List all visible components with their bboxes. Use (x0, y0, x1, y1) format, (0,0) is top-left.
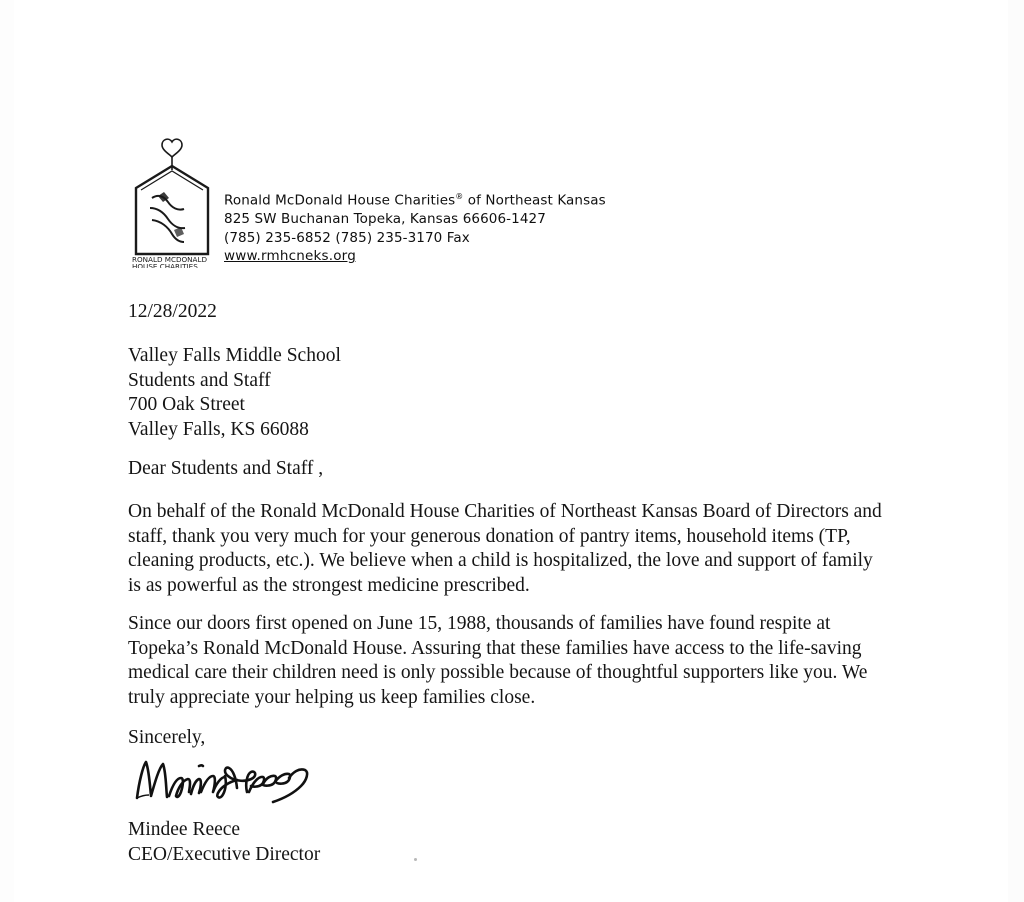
salutation: Dear Students and Staff , (128, 458, 324, 479)
recipient-line-4: Valley Falls, KS 66088 (128, 418, 309, 440)
recipient-line-1: Valley Falls Middle School (128, 345, 341, 366)
scan-artifact-speck (414, 858, 417, 861)
recipient-line-3: 700 Oak Street (128, 394, 245, 415)
recipient-line-2: Students and Staff (128, 369, 271, 391)
signer-title: CEO/Executive Director (128, 843, 321, 865)
letterhead (128, 136, 606, 268)
logo-caption-line2: HOUSE CHARITIES (132, 262, 198, 268)
org-name: Ronald McDonald House Charities (224, 192, 456, 209)
org-name-line (224, 188, 606, 210)
logo-caption-line1: RONALD MCDONALD (132, 255, 208, 264)
signer-block (128, 818, 320, 867)
paragraph-1: On behalf of the Ronald McDonald House Charities of Northeast Kansas Board of Directors and staff, thank you very much for your generous donation of pantry items, household items (TP, cleaning products, etc.). We believe when a child is hospitalized, the love and support of family is as powerful as the strongest medicine prescribed. (128, 501, 882, 596)
paragraph-2: Since our doors first opened on June 15, 1988, thousands of families have found respite at Topeka’s Ronald McDonald House. Assuring that these families have access to the life-saving medical care their children need is only possible because of thoughtful supporters like you. We truly appreciate your helping us keep families close. (128, 613, 868, 708)
org-phone: (785) 235-6852 (785) 235-3170 Fax (224, 229, 470, 246)
letterhead-text (224, 136, 606, 266)
closing: Sincerely, (128, 727, 206, 748)
rmhc-house-logo-icon (128, 136, 214, 268)
recipient-address (128, 344, 341, 442)
org-address: 825 SW Buchanan Topeka, Kansas 66606-1427 (224, 211, 546, 227)
handwritten-signature (133, 752, 333, 812)
letter-date: 12/28/2022 (128, 301, 217, 322)
signer-name: Mindee Reece (128, 819, 241, 840)
registered-mark: ® (455, 192, 464, 201)
org-name-suffix: of Northeast Kansas (463, 192, 606, 209)
org-website-link[interactable]: www.rmhcneks.org (224, 248, 356, 264)
